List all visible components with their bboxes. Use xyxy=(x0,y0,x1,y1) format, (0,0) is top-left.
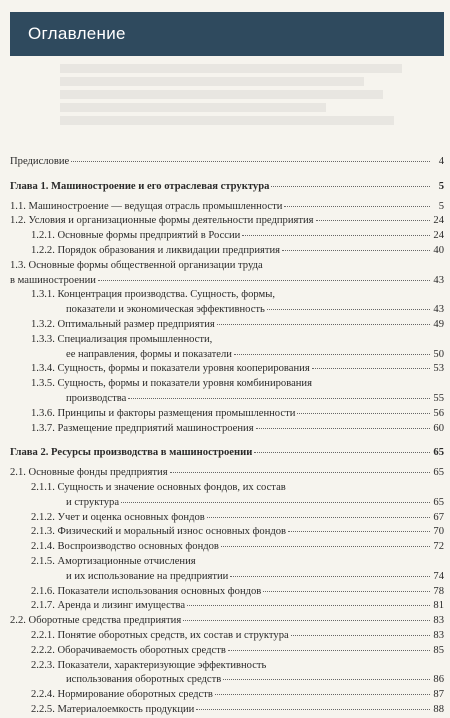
toc-page-number: 56 xyxy=(433,407,444,419)
toc-page-number: 49 xyxy=(433,318,444,330)
toc-page-number: 5 xyxy=(438,180,444,192)
toc-entry[interactable] xyxy=(10,540,444,555)
page-header xyxy=(0,0,450,58)
dot-leader xyxy=(230,576,430,577)
toc-page-number: 43 xyxy=(433,274,444,286)
toc-entry-title: 1.3.6. Принципы и факторы размещения промышленности xyxy=(31,407,296,419)
dot-leader xyxy=(128,398,430,399)
toc-entry-title: Глава 1. Машиностроение и его отраслевая структура xyxy=(10,180,270,192)
dot-leader xyxy=(282,250,430,251)
toc-page-number: 65 xyxy=(433,447,444,459)
toc-entry-title: 1.3.2. Оптимальный размер предприятия xyxy=(31,318,215,330)
toc-entry[interactable] xyxy=(10,362,444,377)
toc-page-number: 65 xyxy=(433,467,444,479)
dot-leader xyxy=(263,591,430,592)
toc-page-number: 5 xyxy=(438,200,444,212)
dot-leader xyxy=(121,502,430,503)
toc-chapter-entry[interactable] xyxy=(10,180,444,195)
toc-entry-title: 1.1. Машиностроение — ведущая отрасль промышленности xyxy=(10,200,283,212)
toc-entry-title: ее направления, формы и показатели xyxy=(66,348,232,360)
dot-leader xyxy=(228,650,430,651)
toc-entry[interactable] xyxy=(10,333,444,363)
toc-entry-title: 1.3.5. Сущность, формы и показатели уровня комбинирования xyxy=(31,378,312,390)
toc-entry[interactable] xyxy=(10,688,444,703)
dot-leader xyxy=(297,413,430,414)
toc-entry[interactable] xyxy=(10,703,444,718)
toc-entry-title: 1.3.4. Сущность, формы и показатели уровня кооперирования xyxy=(31,363,310,375)
dot-leader xyxy=(223,679,430,680)
toc-entry-title: 1.2.2. Порядок образования и ликвидации предприятия xyxy=(31,244,281,256)
toc-page-number: 72 xyxy=(433,541,444,553)
toc-entry-title: Предисловие xyxy=(10,156,70,167)
toc-entry-title: 2.2.5. Материалоемкость продукции xyxy=(31,703,195,715)
toc-entry[interactable] xyxy=(10,511,444,526)
dot-leader xyxy=(221,546,430,547)
toc-entry-title: 2.1.5. Амортизационные отчисления xyxy=(31,555,196,567)
dot-leader xyxy=(207,517,430,518)
toc-entry-title: 2.1.1. Сущность и значение основных фондов, их состав xyxy=(31,481,286,493)
dot-leader xyxy=(242,235,430,236)
dot-leader xyxy=(71,161,430,162)
toc-page-number: 55 xyxy=(433,392,444,404)
toc-entry-title: 1.3.3. Специализация промышленности, xyxy=(31,333,213,345)
toc-entry-title: в машиностроении xyxy=(10,274,96,286)
toc-entry[interactable] xyxy=(10,214,444,229)
toc-entry[interactable] xyxy=(10,422,444,437)
toc-entry-title: Глава 2. Ресурсы производства в машиностроении xyxy=(10,447,253,459)
dot-leader xyxy=(291,635,430,636)
toc-page-number: 83 xyxy=(433,629,444,641)
toc-page-number: 85 xyxy=(433,644,444,656)
toc-entry-title: 1.3. Основные формы общественной организации труда xyxy=(10,259,263,271)
toc-entry-title: 2.1.6. Показатели использования основных фондов xyxy=(31,585,262,597)
dot-leader xyxy=(271,186,430,187)
toc-page-number: 65 xyxy=(433,496,444,508)
toc-entry[interactable] xyxy=(10,318,444,333)
toc-entry-title: 2.2.3. Показатели, характеризующие эффективность xyxy=(31,659,267,671)
toc-page-number: 43 xyxy=(433,304,444,316)
toc-entry-title: 2.2.4. Нормирование оборотных средств xyxy=(31,689,213,701)
toc-page-number: 50 xyxy=(433,348,444,360)
toc-entry[interactable] xyxy=(10,481,444,511)
toc-entry-title: 1.2. Условия и организационные формы деятельности предприятия xyxy=(10,215,314,227)
toc-entry[interactable] xyxy=(10,614,444,629)
toc-entry-title: 1.2.1. Основные формы предприятий в России xyxy=(31,230,241,242)
toc-entry[interactable] xyxy=(10,555,444,585)
bleed-through-decoration xyxy=(60,60,440,130)
dot-leader xyxy=(215,694,430,695)
toc-entry-title: 2.2.2. Оборачиваемость оборотных средств xyxy=(31,644,226,656)
dot-leader xyxy=(183,620,430,621)
toc-entry-title: 2.1.4. Воспроизводство основных фондов xyxy=(31,541,219,553)
toc-entry[interactable] xyxy=(10,525,444,540)
toc-entry-title: и их использование на предприятии xyxy=(66,570,229,582)
toc-page-number: 81 xyxy=(433,600,444,612)
dot-leader xyxy=(254,452,430,453)
section-spacer xyxy=(10,170,444,180)
dot-leader xyxy=(316,220,430,221)
dot-leader xyxy=(312,368,430,369)
toc-page-number: 70 xyxy=(433,526,444,538)
toc-entry-title: использования оборотных средств xyxy=(66,674,222,686)
toc-page-number: 40 xyxy=(433,244,444,256)
page-title: Оглавление xyxy=(28,24,126,43)
dot-leader xyxy=(196,709,430,710)
toc-entry-title: производства xyxy=(66,392,127,404)
toc-entry[interactable] xyxy=(10,288,444,318)
toc-entry[interactable] xyxy=(10,629,444,644)
toc-entry-title: 2.1.2. Учет и оценка основных фондов xyxy=(31,511,205,523)
toc-entry-title: 2.2.1. Понятие оборотных средств, их состав и структура xyxy=(31,629,289,641)
toc-entry[interactable] xyxy=(10,585,444,600)
toc-entry-title: 2.1.7. Аренда и лизинг имущества xyxy=(31,600,186,612)
toc-page-number: 24 xyxy=(433,215,444,227)
toc-entry-title: 2.1.3. Физический и моральный износ основных фондов xyxy=(31,526,287,538)
toc-page-number: 87 xyxy=(433,689,444,701)
toc-entry-title: и структура xyxy=(66,496,120,508)
toc-entry[interactable] xyxy=(10,229,444,244)
toc-page-number: 24 xyxy=(433,230,444,242)
section-spacer xyxy=(10,145,444,155)
dot-leader xyxy=(98,280,430,281)
toc-entry[interactable] xyxy=(10,407,444,422)
toc-page-number: 60 xyxy=(433,422,444,434)
toc-entry-title: 1.3.1. Концентрация производства. Сущность, формы, xyxy=(31,289,275,301)
toc-entry[interactable] xyxy=(10,259,444,289)
toc-page-number: 83 xyxy=(433,615,444,627)
toc-page-number: 4 xyxy=(438,156,444,167)
section-spacer xyxy=(10,436,444,446)
dot-leader xyxy=(187,605,430,606)
toc-chapter-entry[interactable] xyxy=(10,446,444,461)
toc-page-number: 74 xyxy=(433,570,444,582)
toc-page-number: 78 xyxy=(433,585,444,597)
dot-leader xyxy=(256,428,430,429)
title-banner xyxy=(10,12,444,56)
toc-entry-title: 1.3.7. Размещение предприятий машиностроения xyxy=(31,422,254,434)
dot-leader xyxy=(267,309,430,310)
toc-page-number: 86 xyxy=(433,674,444,686)
toc-entry[interactable] xyxy=(10,644,444,659)
dot-leader xyxy=(170,472,430,473)
toc-entry[interactable] xyxy=(10,155,444,170)
dot-leader xyxy=(234,354,430,355)
dot-leader xyxy=(217,324,430,325)
toc-page-number: 88 xyxy=(433,703,444,715)
toc-entry-title: показатели и экономическая эффективность xyxy=(66,304,265,316)
toc-entry-title: 2.2. Оборотные средства предприятия xyxy=(10,615,182,627)
toc-entry-title: 2.1. Основные фонды предприятия xyxy=(10,467,168,479)
toc-entry[interactable] xyxy=(10,377,444,407)
table-of-contents xyxy=(10,145,444,718)
dot-leader xyxy=(284,206,430,207)
toc-entry[interactable] xyxy=(10,244,444,259)
toc-page-number: 53 xyxy=(433,363,444,375)
toc-entry[interactable] xyxy=(10,200,444,215)
toc-page-number: 67 xyxy=(433,511,444,523)
dot-leader xyxy=(288,531,430,532)
toc-entry[interactable] xyxy=(10,599,444,614)
toc-entry[interactable] xyxy=(10,659,444,689)
toc-entry[interactable] xyxy=(10,466,444,481)
